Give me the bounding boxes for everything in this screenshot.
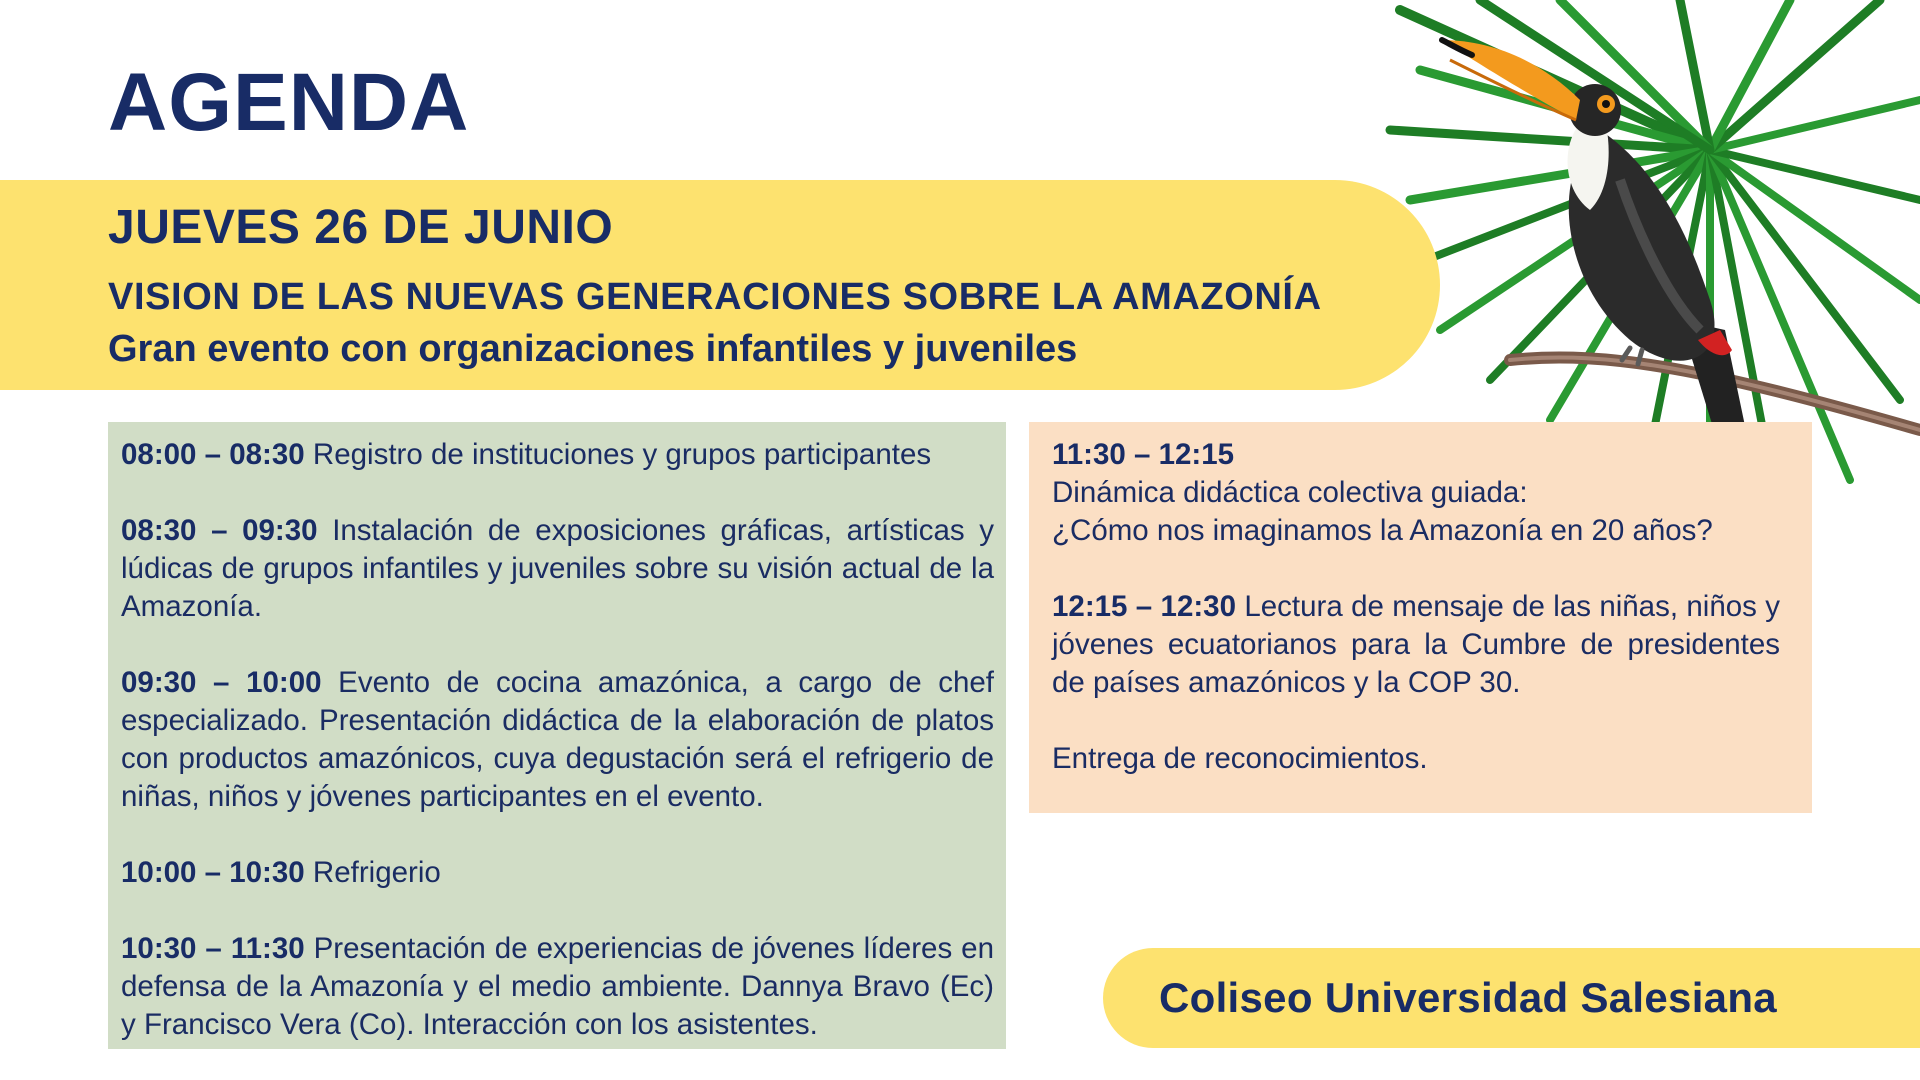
entry-time: 10:00 – 10:30 bbox=[121, 856, 305, 889]
event-date: JUEVES 26 DE JUNIO bbox=[108, 201, 614, 254]
entry-description: Registro de instituciones y grupos participantes bbox=[312, 438, 932, 471]
entry-question: ¿Cómo nos imaginamos la Amazonía en 20 años? bbox=[1052, 514, 1713, 547]
entry-description: Evento de cocina amazónica, a cargo de chef especializado. Presentación didáctica de la elaboración de platos con productos amazónicos, cuya degustación será el refrigerio de niñas, niños y jóvenes participantes en el evento. bbox=[121, 666, 994, 813]
schedule-entry bbox=[121, 854, 994, 892]
schedule-panel-morning bbox=[108, 422, 1006, 1049]
location-badge bbox=[1103, 948, 1920, 1048]
entry-time: 09:30 – 10:00 bbox=[121, 666, 322, 699]
entry-time: 08:30 – 09:30 bbox=[121, 514, 318, 547]
page-title: AGENDA bbox=[108, 57, 470, 148]
entry-time: 08:00 – 08:30 bbox=[121, 438, 305, 471]
schedule-entry bbox=[121, 512, 994, 626]
toucan-icon bbox=[1442, 40, 1750, 450]
schedule-entry bbox=[121, 664, 994, 816]
entry-description: Lectura de mensaje de las niñas, niños y jóvenes ecuatorianos para la Cumbre de presidentes de países amazónicos y la COP 30. bbox=[1052, 590, 1780, 699]
schedule-entry bbox=[121, 436, 994, 474]
schedule-panel-midday bbox=[1029, 422, 1812, 813]
event-subtitle: VISION DE LAS NUEVAS GENERACIONES SOBRE LA AMAZONÍA bbox=[108, 276, 1322, 318]
entry-description: Dinámica didáctica colectiva guiada: bbox=[1052, 476, 1528, 509]
entry-description: Instalación de exposiciones gráficas, artísticas y lúdicas de grupos infantiles y juveniles sobre su visión actual de la Amazonía. bbox=[121, 514, 995, 623]
location-label: Coliseo Universidad Salesiana bbox=[1159, 974, 1777, 1021]
entry-time: 12:15 – 12:30 bbox=[1052, 590, 1236, 623]
entry-description: Presentación de experiencias de jóvenes líderes en defensa de la Amazonía y el medio ambiente. Dannya Bravo (Ec) y Francisco Vera (Co). Interacción con los asistentes. bbox=[121, 932, 994, 1041]
entry-time: 11:30 – 12:15 bbox=[1052, 438, 1235, 471]
event-tagline: Gran evento con organizaciones infantiles y juveniles bbox=[108, 328, 1078, 370]
schedule-entry bbox=[1052, 588, 1780, 702]
entry-description: Entrega de reconocimientos. bbox=[1052, 742, 1428, 775]
schedule-entry bbox=[1052, 436, 1780, 550]
branch-icon bbox=[1510, 358, 1920, 430]
schedule-entry bbox=[1052, 740, 1780, 778]
entry-description: Refrigerio bbox=[312, 856, 441, 889]
schedule-entry bbox=[121, 930, 994, 1044]
entry-time: 10:30 – 11:30 bbox=[121, 932, 305, 965]
